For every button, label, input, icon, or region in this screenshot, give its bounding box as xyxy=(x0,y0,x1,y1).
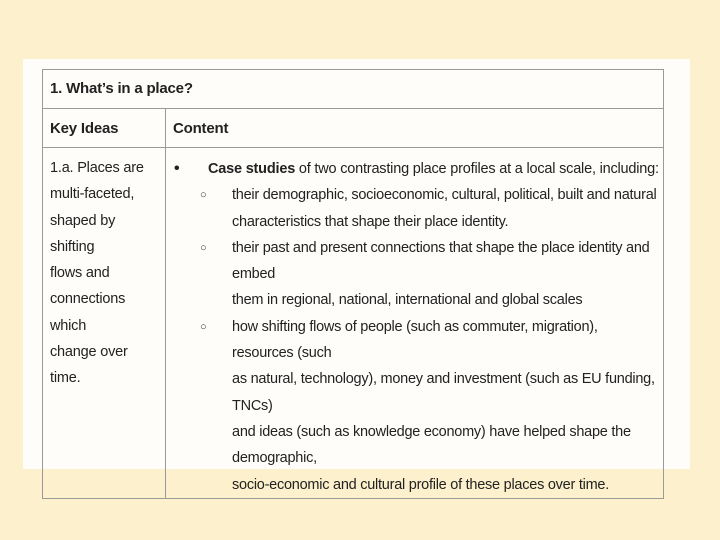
sub-bullet-line xyxy=(174,314,659,367)
bullet-lead-text: Case studies xyxy=(208,161,296,177)
section-title-cell xyxy=(43,70,664,109)
content-header-cell xyxy=(166,109,664,148)
sub-bullet-text: and ideas (such as knowledge economy) have helped shape the demographic, xyxy=(232,423,631,467)
bullet-icon: • xyxy=(174,160,180,177)
bullet-body-text: of two contrasting place profiles at a local scale, including: xyxy=(295,161,659,177)
bullet-text xyxy=(208,156,659,182)
key-idea-line: flows and xyxy=(50,265,110,282)
sub-bullet-line xyxy=(174,182,659,208)
sub-bullet-text: how shifting flows of people (such as commuter, migration), resources (such xyxy=(232,318,598,362)
key-idea-line: 1.a. Places are xyxy=(50,160,144,176)
sub-bullet-text: characteristics that shape their place identity. xyxy=(232,213,509,230)
key-idea-line: connections which xyxy=(50,291,126,334)
sub-bullet-line xyxy=(174,366,659,419)
sub-bullet-line xyxy=(174,287,659,313)
sub-bullet-text: their demographic, socioeconomic, cultural, political, built and natural xyxy=(232,187,657,204)
table-header-row xyxy=(43,109,664,148)
sub-bullet-list xyxy=(174,182,659,498)
sub-bullet-line xyxy=(174,419,659,472)
circle-bullet-icon: ○ xyxy=(200,241,207,254)
key-ideas-header-cell xyxy=(43,109,166,148)
specification-table xyxy=(42,69,664,499)
sub-bullet-line xyxy=(174,235,659,288)
circle-bullet-icon: ○ xyxy=(200,320,207,333)
key-idea-line: change over time. xyxy=(50,344,128,387)
sub-bullet-text: their past and present connections that shape the place identity and embed xyxy=(232,239,650,283)
section-title: 1. What’s in a place? xyxy=(50,80,193,97)
circle-bullet-icon: ○ xyxy=(200,189,207,202)
key-idea-line: shaped by shifting xyxy=(50,212,116,255)
table-title-row xyxy=(43,70,664,109)
content-header: Content xyxy=(173,120,229,137)
table-row xyxy=(43,148,664,499)
key-idea-text xyxy=(43,148,165,392)
content-cell xyxy=(166,148,664,499)
sub-bullet-text: them in regional, national, international and global scales xyxy=(232,292,583,309)
sub-bullet-text: socio-economic and cultural profile of these places over time. xyxy=(232,476,609,493)
key-idea-line: multi-faceted, xyxy=(50,186,135,203)
key-idea-cell xyxy=(43,148,166,499)
key-ideas-header: Key Ideas xyxy=(50,120,119,137)
bullet-item xyxy=(174,156,659,182)
sub-bullet-text: as natural, technology), money and investment (such as EU funding, TNCs) xyxy=(232,371,655,414)
sub-bullet-line xyxy=(174,472,659,498)
sub-bullet-line xyxy=(174,209,659,235)
